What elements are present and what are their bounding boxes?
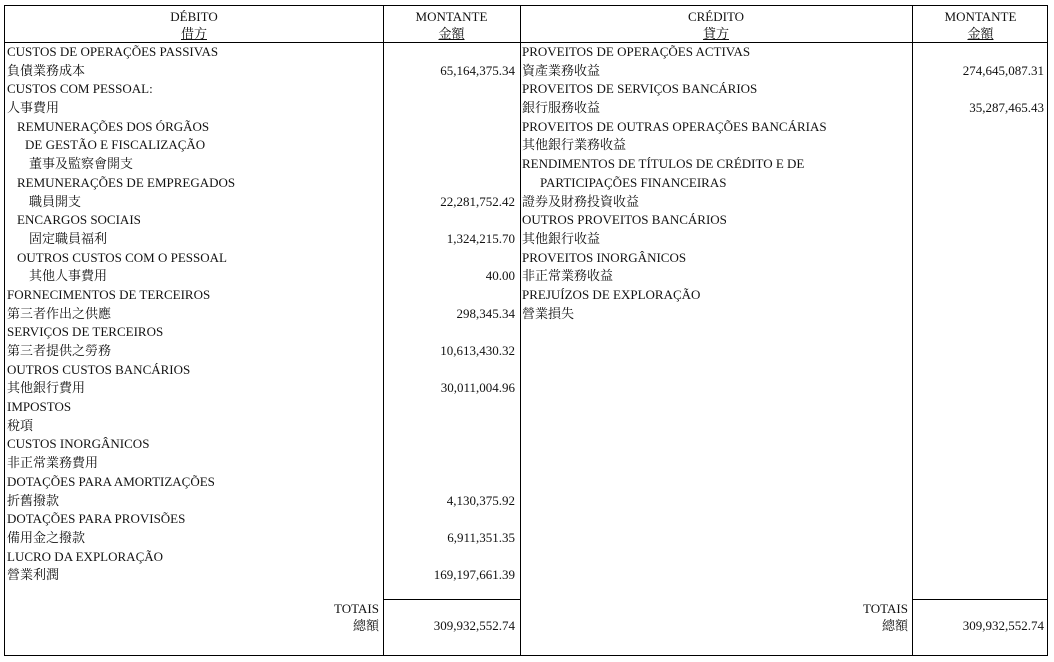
debit-row-label: OUTROS CUSTOS BANCÁRIOS (7, 361, 191, 377)
debit-total-value: 309,932,552.74 (433, 618, 515, 633)
debit-row-amount (385, 361, 515, 380)
column-divider (520, 6, 521, 655)
debit-items (7, 43, 381, 585)
debit-row-label: 職員開支 (29, 193, 82, 209)
credit-row-amount (914, 193, 1044, 212)
debit-row-label: 人事費用 (7, 100, 60, 116)
debit-row-amount: 1,324,215.70 (446, 230, 515, 246)
debit-amounts (385, 43, 515, 585)
credit-row-amount (914, 286, 1044, 305)
debit-row-amount: 4,130,375.92 (446, 492, 515, 508)
debit-row-amount (385, 174, 515, 193)
credit-row-amount (914, 211, 1044, 230)
debit-row-label: DOTAÇÕES PARA AMORTIZAÇÕES (7, 473, 215, 489)
credit-header (520, 8, 912, 42)
credit-row-label: PROVEITOS DE OUTRAS OPERAÇÕES BANCÁRIAS (522, 118, 827, 134)
credit-row-label: PROVEITOS INORGÂNICOS (522, 249, 687, 265)
credit-items (522, 43, 910, 323)
debit-row-amount (385, 454, 515, 473)
total-rule (383, 599, 520, 600)
debit-header-pt: DÉBITO (170, 9, 218, 24)
credit-row-amount (914, 174, 1044, 193)
credit-row-amount (914, 43, 1044, 62)
debit-row-label: 營業利潤 (7, 567, 60, 583)
amount-header-pt: MONTANTE (944, 9, 1017, 24)
debit-header (5, 8, 383, 42)
credit-row-label: 其他銀行收益 (522, 230, 601, 246)
credit-header-pt: CRÉDITO (687, 9, 745, 24)
debit-row-amount (385, 398, 515, 417)
credit-row-amount (914, 249, 1044, 268)
debit-amount-header (383, 8, 520, 42)
debit-row-label: 第三者作出之供應 (7, 305, 112, 321)
debit-row-amount (385, 435, 515, 454)
debit-row-amount: 22,281,752.42 (440, 193, 515, 209)
debit-row-amount: 10,613,430.32 (440, 343, 515, 358)
credit-row-label: 營業損失 (522, 305, 575, 321)
debit-row-label: 第三者提供之勞務 (7, 343, 112, 358)
debit-row-amount (385, 473, 515, 492)
credit-row-label: OUTROS PROVEITOS BANCÁRIOS (522, 212, 727, 228)
debit-row-label: ENCARGOS SOCIAIS (17, 212, 141, 228)
credit-row-amount: 274,645,087.31 (962, 62, 1044, 78)
credit-row-amount (914, 136, 1044, 155)
debit-row-label: 折舊撥款 (7, 492, 60, 508)
debit-row-label: FORNECIMENTOS DE TERCEIROS (7, 286, 211, 302)
amount-header-pt: MONTANTE (415, 9, 488, 24)
debit-row-label: 非正常業務費用 (7, 455, 99, 471)
debit-row-label: CUSTOS DE OPERAÇÕES PASSIVAS (7, 44, 219, 59)
debit-row-label: IMPOSTOS (7, 399, 72, 415)
credit-row-label: PROVEITOS DE OPERAÇÕES ACTIVAS (522, 44, 751, 59)
credit-row-label: 資產業務收益 (522, 62, 601, 78)
credit-row-amount (914, 230, 1044, 249)
credit-row-label: PARTICIPAÇÕES FINANCEIRAS (540, 174, 727, 190)
credit-row-label: PREJUÍZOS DE EXPLORAÇÃO (522, 286, 701, 302)
debit-row-amount: 298,345.34 (456, 305, 515, 321)
debit-row-amount (385, 99, 515, 118)
debit-row-amount: 40.00 (485, 268, 515, 284)
credit-amounts (914, 43, 1044, 323)
debit-row-amount (385, 80, 515, 99)
profit-loss-statement (4, 5, 1048, 656)
credit-totals-label (520, 600, 908, 634)
debit-row-label: CUSTOS COM PESSOAL: (7, 81, 153, 97)
credit-row-label: 證券及財務投資收益 (522, 193, 640, 209)
totals-label-zh: 總額 (881, 618, 908, 633)
amount-header-zh: 金額 (967, 26, 994, 41)
credit-header-zh: 貸方 (702, 26, 729, 41)
debit-row-amount (385, 249, 515, 268)
column-divider (383, 6, 384, 655)
credit-row-amount: 35,287,465.43 (969, 100, 1044, 116)
debit-header-zh: 借方 (180, 26, 207, 41)
debit-row-amount (385, 43, 515, 62)
column-divider (912, 6, 913, 655)
credit-row-amount (914, 118, 1044, 137)
debit-totals-label (5, 600, 379, 634)
credit-row-amount (914, 80, 1044, 99)
debit-row-amount (385, 323, 515, 342)
amount-header-zh: 金額 (438, 26, 465, 41)
debit-row-label: 其他銀行費用 (7, 380, 86, 396)
total-rule (912, 599, 1047, 600)
credit-amount-header (912, 8, 1049, 42)
totals-label-pt: TOTAIS (863, 601, 908, 616)
credit-row-label: PROVEITOS DE SERVIÇOS BANCÁRIOS (522, 81, 758, 97)
credit-row-label: RENDIMENTOS DE TÍTULOS DE CRÉDITO E DE (522, 156, 805, 172)
debit-row-label: DOTAÇÕES PARA PROVISÕES (7, 511, 186, 527)
debit-row-label: REMUNERAÇÕES DE EMPREGADOS (17, 174, 236, 190)
debit-row-label: DE GESTÃO E FISCALIZAÇÃO (25, 137, 206, 153)
debit-row-amount (385, 211, 515, 230)
debit-row-amount (385, 136, 515, 155)
debit-row-amount: 169,197,661.39 (433, 567, 515, 583)
credit-row-label: 銀行服務收益 (522, 100, 601, 116)
credit-row-label: 非正常業務收益 (522, 268, 614, 284)
credit-total-value: 309,932,552.74 (962, 618, 1044, 633)
credit-row-amount (914, 155, 1044, 174)
debit-row-amount: 30,011,004.96 (440, 380, 515, 396)
debit-row-label: REMUNERAÇÕES DOS ÓRGÃOS (17, 118, 210, 134)
debit-row-label: 固定職員福利 (29, 230, 108, 246)
debit-row-label: 備用金之撥款 (7, 529, 86, 545)
debit-row-amount (385, 155, 515, 174)
credit-row-amount (914, 267, 1044, 286)
credit-row-amount (914, 305, 1044, 324)
debit-row-amount: 6,911,351.35 (447, 529, 515, 545)
debit-row-label: 董事及監察會開支 (29, 156, 134, 172)
totals-label-zh: 總額 (352, 618, 379, 633)
debit-row-label: 負債業務成本 (7, 62, 86, 78)
debit-row-amount (385, 417, 515, 436)
debit-row-label: 稅項 (7, 417, 34, 433)
debit-row-amount (385, 118, 515, 137)
debit-row-label: 其他人事費用 (29, 268, 108, 284)
totals-label-pt: TOTAIS (334, 601, 379, 616)
debit-row-label: SERVIÇOS DE TERCEIROS (7, 324, 164, 340)
debit-row-label: OUTROS CUSTOS COM O PESSOAL (17, 249, 227, 265)
debit-row-label: CUSTOS INORGÂNICOS (7, 436, 150, 452)
debit-row-amount (385, 286, 515, 305)
debit-row-amount (385, 548, 515, 567)
debit-row-amount (385, 510, 515, 529)
credit-row-label: 其他銀行業務收益 (522, 137, 627, 153)
debit-row-label: LUCRO DA EXPLORAÇÃO (7, 548, 164, 564)
debit-row-amount: 65,164,375.34 (440, 62, 515, 78)
